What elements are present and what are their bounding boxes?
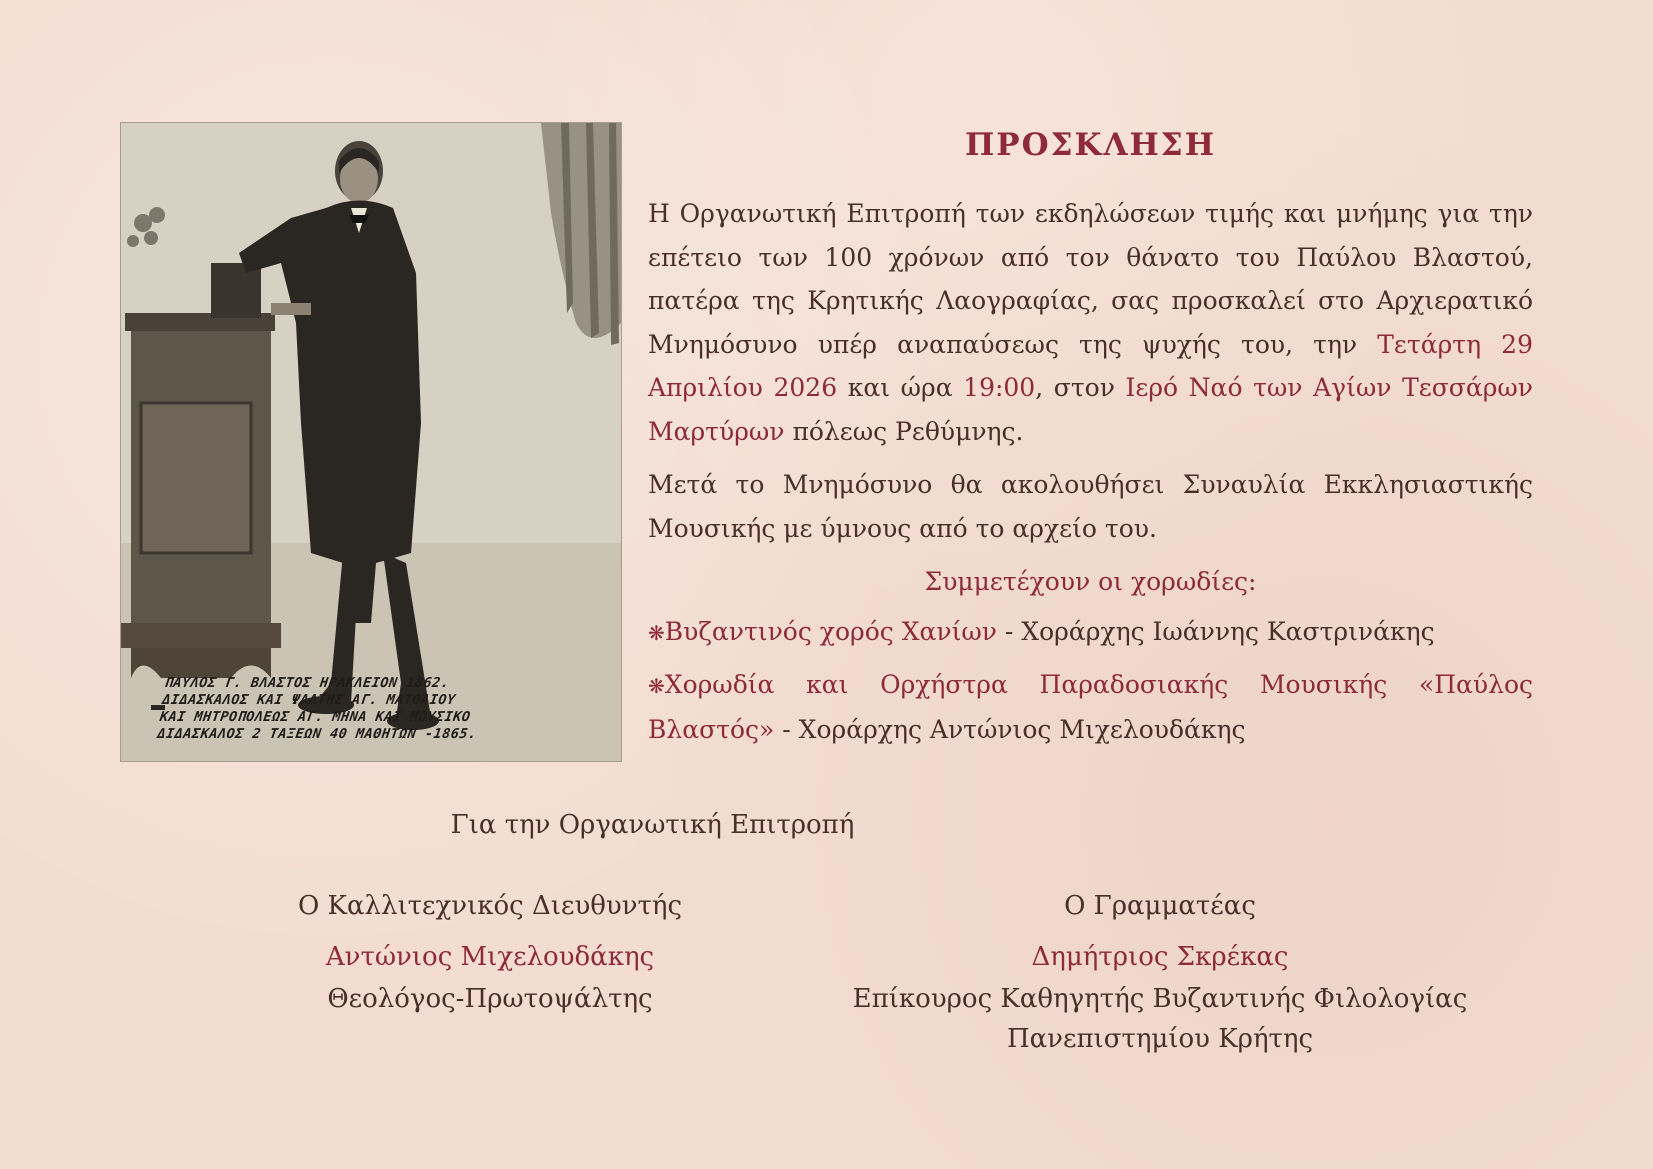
signer-title: Επίκουρος Καθηγητής Βυζαντινής Φιλολογίας [852, 984, 1468, 1014]
choir-item [648, 663, 1533, 751]
invitation-paragraph [648, 192, 1533, 453]
invitation-body [648, 120, 1533, 759]
portrait-illustration [121, 123, 621, 761]
caption-line: ΔΙΔΑΣΚΑΛΟΣ 2 ΤΑΞΕΩΝ 40 ΜΑΘΗΤΩΝ -1865. [156, 726, 478, 742]
event-date: Τετάρτη 29 Απριλίου 2026 [648, 329, 1533, 402]
invitation-text: και ώρα [837, 373, 964, 402]
committee-line: Για την Οργανωτική Επιτροπή [450, 810, 855, 840]
signature-right [830, 885, 1490, 1059]
choir-name: Χορωδία και Ορχήστρα Παραδοσιακής Μουσικής «Παύλος Βλαστός» [648, 670, 1533, 744]
signer-affiliation: Πανεπιστημίου Κρήτης [1006, 1024, 1314, 1054]
concert-paragraph: Μετά το Μνημόσυνο θα ακολουθήσει Συναυλία Εκκλησιαστικής Μουσικής με ύμνους από το αρχείο του. [648, 470, 1533, 543]
event-place: Ιερό Ναό των Αγίων Τεσσάρων Μαρτύρων [648, 373, 1533, 446]
signer-role: Ο Καλλιτεχνικός Διευθυντής [297, 891, 683, 921]
signer-name: Αντώνιος Μιχελουδάκης [325, 942, 655, 972]
event-time: 19:00 [963, 373, 1036, 402]
choir-leader: - Χοράρχης Αντώνιος Μιχελουδάκης [774, 715, 1246, 744]
signature-left [250, 885, 730, 1019]
invitation-title: ΠΡΟΣΚΛΗΣΗ [965, 127, 1216, 163]
choir-item [648, 610, 1533, 655]
choirs-heading: Συμμετέχουν οι χορωδίες: [924, 567, 1257, 596]
historical-photo [120, 122, 622, 762]
caption-line: ΠΑΥΛΟΣ Γ. ΒΛΑΣΤΟΣ ΗΡΑΚΛΕΙΟΝ 1862. [163, 675, 451, 691]
caption-line: ΔΙΔΑΣΚΑΛΟΣ ΚΑΙ ΨΑΛΤΗΣ ΑΓ. ΜΑΤΘΑΙΟΥ [161, 692, 457, 708]
signer-name: Δημήτριος Σκρέκας [1031, 942, 1289, 972]
signer-role: Ο Γραμματέας [1064, 891, 1256, 921]
invitation-text: πόλεως Ρεθύμνης. [784, 416, 1024, 446]
invitation-text: Η Οργανωτική Επιτροπή των εκδηλώσεων τιμής και μνήμης για την επέτειο των 100 χρόνων από τον θάνατο του Παύλου Βλαστού, πατέρα της Κρητικής Λαογραφίας, σας προσκαλεί στο Αρχιερατικό Μνημόσυνο υπέρ αναπαύσεως της ψυχής του, την [648, 199, 1533, 359]
photo-caption [156, 675, 606, 743]
flower-bullet-icon: ❋ [648, 674, 665, 698]
invitation-text: , στον [1035, 373, 1126, 402]
flower-bullet-icon: ❋ [648, 621, 665, 645]
choir-leader: - Χοράρχης Ιωάννης Καστρινάκης [996, 617, 1435, 646]
choir-name: Βυζαντινός χορός Χανίων [664, 617, 997, 646]
signer-title: Θεολόγος-Πρωτοψάλτης [327, 984, 653, 1014]
caption-line: ΚΑΙ ΜΗΤΡΟΠΟΛΕΩΣ ΑΓ. ΜΗΝΑ ΚΑΙ ΜΟΥΣΙΚΟ [158, 709, 472, 725]
